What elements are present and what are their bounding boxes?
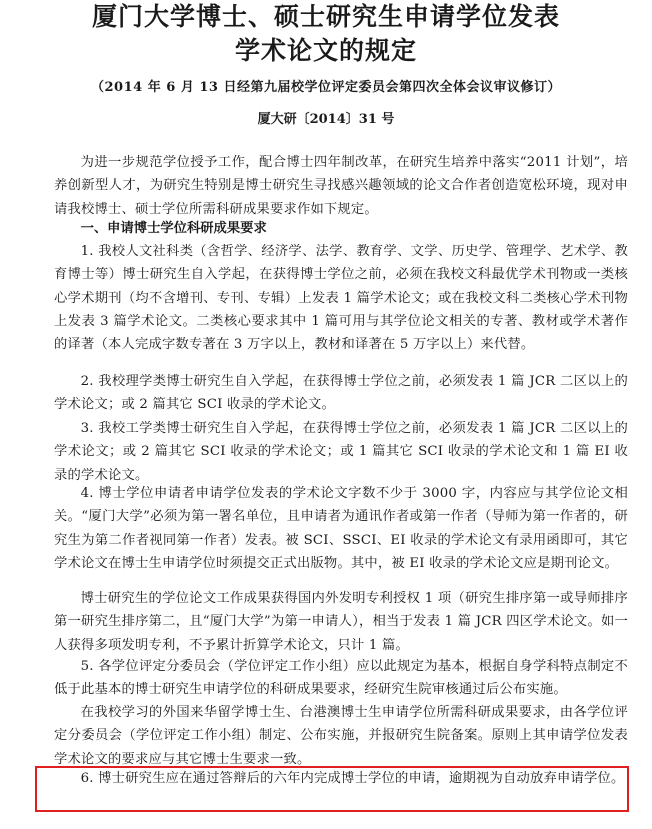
highlight-box bbox=[35, 766, 629, 812]
paragraph-patent: 博士研究生的学位论文工作成果获得国内外发明专利授权 1 项（研究生排序第一或导师排序第一研究生排序第二，且“厦门大学”为第一申请人），相当于发表 1 篇 JCR 四区学术论文。如一人获得多项发明专利，不予累计折算学术论文，只计 1 篇。 bbox=[54, 591, 628, 653]
intro-paragraph: 为进一步规范学位授予工作，配合博士四年制改革，在研究生培养中落实“2011 计划”，培养创新型人才，为研究生特别是博士研究生寻找感兴趣领域的论文合作者创造宽松环境，现对申请我校博士、硕士学位所需科研成果要求作如下规定。 bbox=[54, 155, 628, 217]
paragraph-foreign: 在我校学习的外国来华留学博士生、台港澳博士生申请学位所需科研成果要求，由各学位评定分委员会（学位评定工作小组）制定、公布实施，并报研究生院备案。原则上其申请学位发表学术论文的要求应与其它博士生要求一致。 bbox=[54, 705, 628, 767]
paragraph-5: 5. 各学位评定分委员会（学位评定工作小组）应以此规定为基本，根据自身学科特点制定不低于此基本的博士研究生申请学位的科研成果要求，经研究生院审核通过后公布实施。 bbox=[54, 659, 628, 698]
document-title-line2: 学术论文的规定 bbox=[234, 36, 417, 65]
paragraph-2: 2. 我校理学类博士研究生自入学起，在获得博士学位之前，必须发表 1 篇 JCR 二区以上的学术论文；或 2 篇其它 SCI 收录的学术论文。 bbox=[54, 374, 628, 413]
document-title-line1: 厦门大学博士、硕士研究生申请学位发表 bbox=[91, 2, 560, 31]
paragraph-4: 4. 博士学位申请者申请学位发表的学术论文字数不少于 3000 字，内容应与其学位论文相关。“厦门大学”必须为第一署名单位，且申请者为通讯作者或第一作者（导师为第一作者的，研究生为第二作者视同第一作者）发表。被 SCI、SSCI、EI 收录的学术论文有录用函即可，其它学术论文在博士生申请学位时须提交正式出版物。其中，被 EI 收录的学术论文应是期刊论文。 bbox=[54, 486, 628, 571]
paragraph-1: 1. 我校人文社科类（含哲学、经济学、法学、教育学、文学、历史学、管理学、艺术学、教育博士等）博士研究生自入学起，在获得博士学位之前，必须在我校文科最优学术刊物或一类核心学术期刊（均不含增刊、专刊、专辑）上发表 1 篇学术论文；或在我校文科二类核心学术刊物上发表 3 篇学术论文。二类核心要求其中 1 篇可用与其学位论文相关的专著、教材或学术著作的译著（本人完成字数专著在 3 万字以上，教材和译著在 5 万字以上）来代替。 bbox=[54, 244, 628, 353]
document-number: 厦大研〔2014〕31 号 bbox=[257, 112, 395, 127]
paragraph-3: 3. 我校工学类博士研究生自入学起，在获得博士学位之前，必须发表 1 篇 JCR 二区以上的学术论文；或 2 篇其它 SCI 收录的学术论文；或 1 篇其它 SCI 收录的学术论文和 1 篇 EI 收录的学术论文。 bbox=[54, 421, 628, 483]
section-heading: 一、申请博士学位科研成果要求 bbox=[80, 221, 267, 236]
paragraph-6: 6. 博士研究生应在通过答辩后的六年内完成博士学位的申请，逾期视为自动放弃申请学位。 bbox=[80, 771, 625, 786]
document-subtitle: （2014 年 6 月 13 日经第九届校学位评定委员会第四次全体会议审议修订） bbox=[91, 80, 561, 95]
